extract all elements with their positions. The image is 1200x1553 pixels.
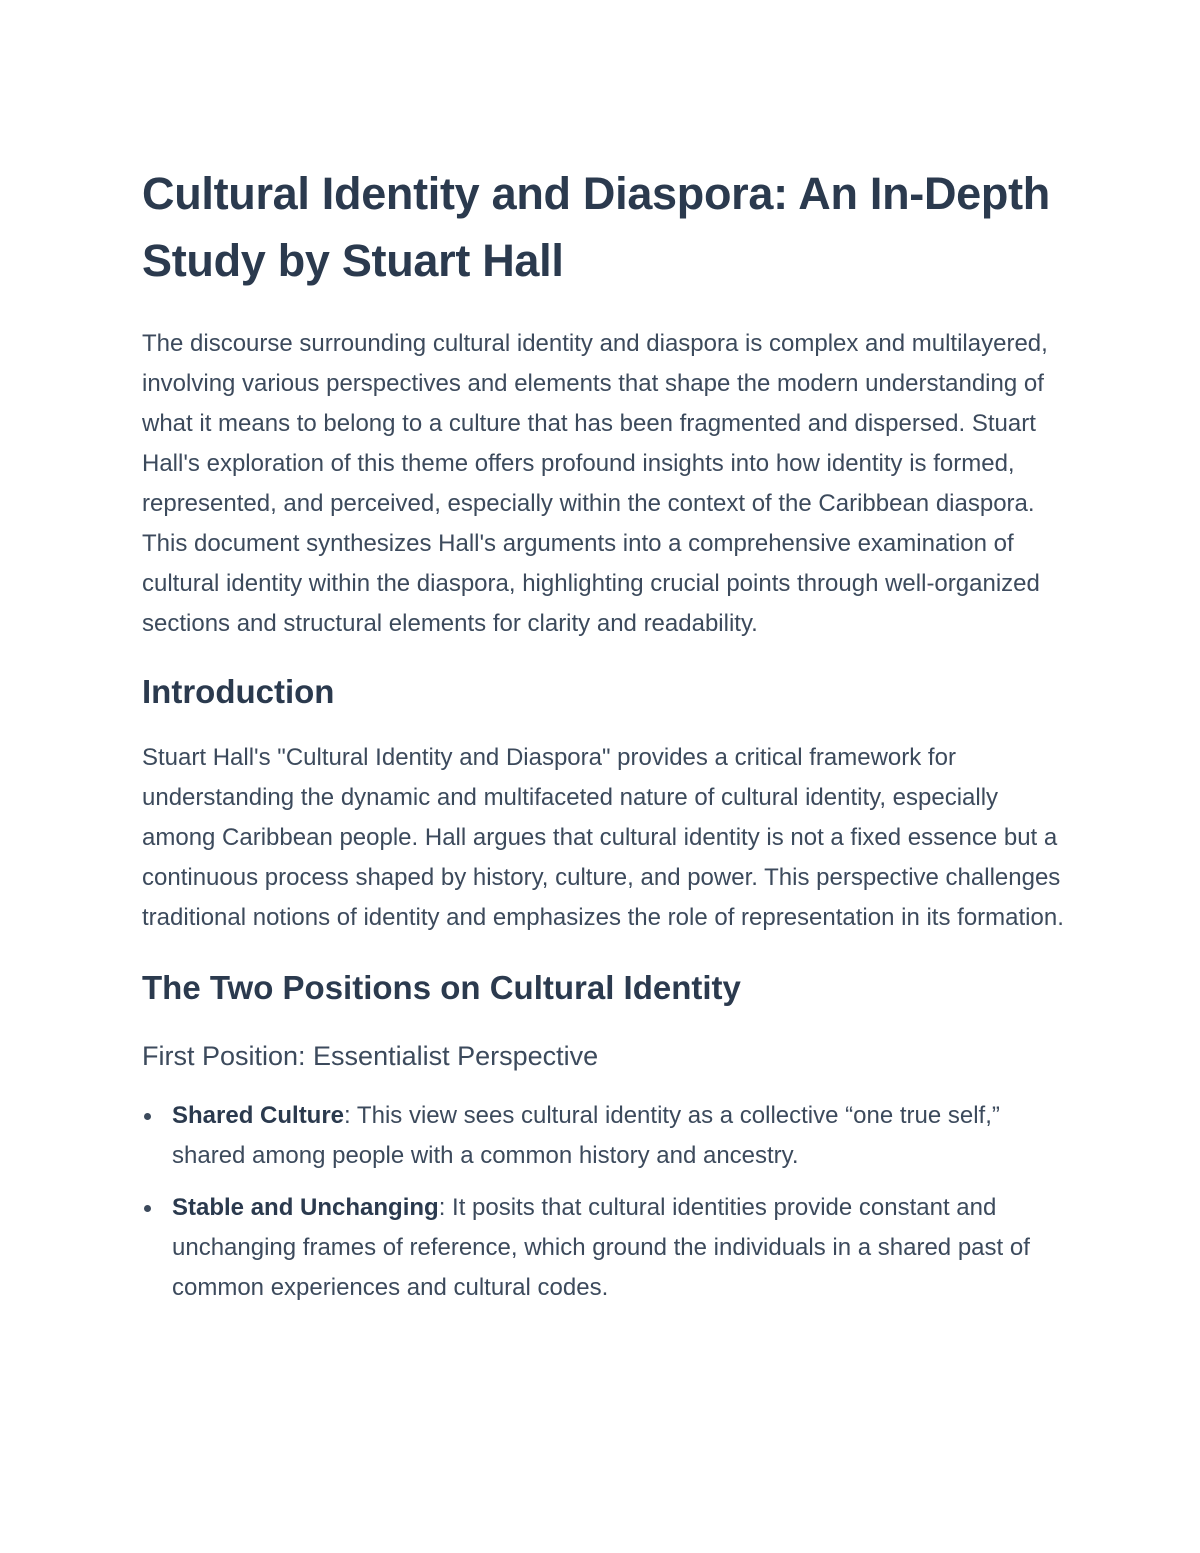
section-heading-introduction: Introduction [142,673,335,710]
document-title: Cultural Identity and Diaspora: An In-Depth Study by Stuart Hall [142,168,1050,286]
introduction-paragraph: Stuart Hall's "Cultural Identity and Diaspora" provides a critical framework for understanding the dynamic and multifaceted nature of cultural identity, especially among Caribbean people. Hall argues that cultural identity is not a fixed essence but a continuous process shaped by history, culture, and power. This perspective challenges traditional notions of identity and emphasizes the role of representation in its formation. [142,744,1064,931]
bullet-text: : It posits that cultural identities provide constant and unchanging frames of reference, which ground the individuals in a shared past of common experiences and cultural codes. [172,1194,1030,1301]
subheading-first-position: First Position: Essentialist Perspective [142,1041,599,1071]
bullet-text: : This view sees cultural identity as a collective “one true self,” shared among people with a common history and ancestry. [172,1102,1000,1169]
bullet-list [142,1096,1072,1308]
bullet-term: Shared Culture [172,1102,345,1129]
bullet-dot-icon [144,1205,151,1212]
list-item [142,1188,1072,1308]
bullet-dot-icon [144,1113,151,1120]
document-page [142,160,1072,1320]
section-heading-two-positions: The Two Positions on Cultural Identity [142,969,741,1006]
list-item [142,1096,1072,1176]
intro-paragraph: The discourse surrounding cultural identity and diaspora is complex and multilayered, involving various perspectives and elements that shape the modern understanding of what it means to belong to a culture that has been fragmented and dispersed. Stuart Hall's exploration of this theme offers profound insights into how identity is formed, represented, and perceived, especially within the context of the Caribbean diaspora. This document synthesizes Hall's arguments into a comprehensive examination of cultural identity within the diaspora, highlighting crucial points through well-organized sections and structural elements for clarity and readability. [142,330,1048,637]
bullet-term: Stable and Unchanging [172,1194,439,1221]
